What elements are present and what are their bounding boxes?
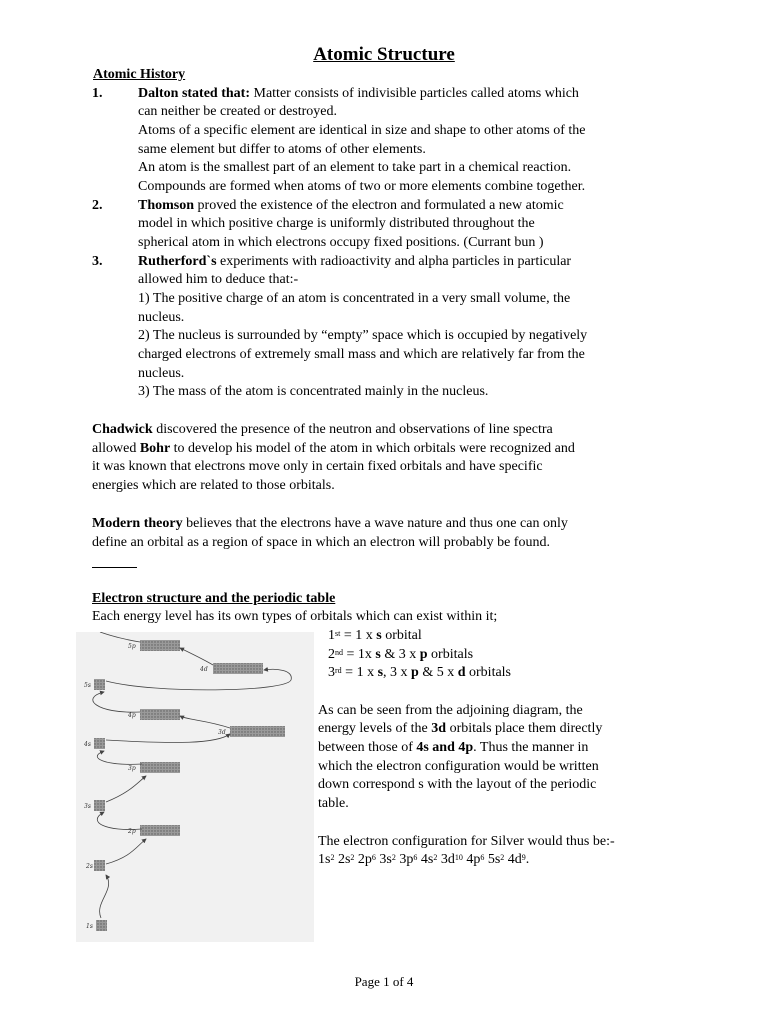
label-4d: 4d	[200, 666, 208, 673]
rutherford-lead: Rutherford`s	[138, 254, 217, 269]
item-3-line: allowed him to deduce that:-	[138, 272, 299, 287]
orbital-box-5s	[94, 679, 105, 690]
item-2-line: spherical atom in which electrons occupy fixed positions. (Currant bun )	[138, 235, 544, 250]
item-2-number: 2.	[92, 198, 103, 213]
para-line: down correspond s with the layout of the periodic	[318, 777, 597, 792]
para-line: table.	[318, 796, 349, 811]
orbital-box-1s	[96, 920, 107, 931]
para-line: which the electron configuration would be written	[318, 759, 599, 774]
thomson-lead: Thomson	[138, 198, 195, 213]
periodic-heading: Electron structure and the periodic table	[92, 591, 336, 606]
orbital-box-2s	[94, 860, 105, 871]
path-4s-3d	[106, 734, 230, 742]
item-3-first-line: Rutherford`s experiments with radioactivity and alpha particles in particular	[138, 254, 572, 269]
label-3s: 3s	[84, 803, 91, 810]
level-1-line: 1st = 1 x s orbital	[328, 628, 422, 643]
label-1s: 1s	[86, 923, 93, 930]
path-5p-continue	[100, 632, 140, 642]
item-3-line: 2) The nucleus is surrounded by “empty” space which is occupied by negatively	[138, 328, 588, 343]
path-4d-5p	[180, 648, 213, 665]
para-line: energy levels of the 3d orbitals place them directly	[318, 721, 603, 736]
dalton-lead: Dalton stated that:	[138, 86, 250, 101]
orbital-box-4s	[94, 738, 105, 749]
level-3-line: 3rd = 1 x s, 3 x p & 5 x d orbitals	[328, 665, 512, 680]
label-5p: 5p	[128, 643, 136, 650]
orbital-box-3d	[230, 726, 285, 737]
orbital-box-2p	[140, 825, 180, 836]
item-3-number: 3.	[92, 254, 103, 269]
item-1-line: An atom is the smallest part of an element to take part in a chemical reaction.	[138, 160, 572, 175]
page-title: Atomic Structure	[313, 44, 455, 65]
orbital-box-3p	[140, 762, 180, 773]
orbital-box-3s	[94, 800, 105, 811]
path-3s-3p	[106, 776, 146, 802]
chadwick-line: it was known that electrons move only in certain fixed orbitals and have specific	[92, 459, 543, 474]
item-1-line: Compounds are formed when atoms of two or more elements combine together.	[138, 179, 586, 194]
modern-line: Modern theory believes that the electrons have a wave nature and thus one can only	[92, 516, 568, 531]
path-5s-4d	[106, 669, 291, 690]
orbital-box-4p	[140, 709, 180, 720]
para-line: As can be seen from the adjoining diagram, the	[318, 703, 583, 718]
path-4p-5s	[93, 692, 140, 712]
path-3p-4s	[97, 751, 142, 764]
item-1-line: can neither be created or destroyed.	[138, 104, 338, 119]
history-heading: Atomic History	[93, 67, 186, 82]
periodic-intro: Each energy level has its own types of orbitals which can exist within it;	[92, 609, 498, 624]
label-3d: 3d	[218, 729, 226, 736]
label-4s: 4s	[84, 741, 91, 748]
para-line: between those of 4s and 4p. Thus the manner in	[318, 740, 589, 755]
orbital-box-5p	[140, 640, 180, 651]
label-2s: 2s	[86, 863, 93, 870]
item-1-line: Atoms of a specific element are identical in size and shape to other atoms of the	[138, 123, 586, 138]
orbital-box-4d	[213, 663, 263, 674]
item-3-line: nucleus.	[138, 366, 185, 381]
item-1-number: 1.	[92, 86, 103, 101]
item-2-line: model in which positive charge is uniformly distributed throughout the	[138, 216, 535, 231]
label-5s: 5s	[84, 682, 91, 689]
path-2s-2p	[106, 839, 146, 864]
orbital-diagram-svg	[76, 632, 314, 942]
page-footer: Page 1 of 4	[354, 974, 414, 989]
silver-configuration: $1s^2$ $2s^2$ $2p^6$ $3s^2$ $3p^6$ $4s^2$ $3d^{10}$ $4p^6$ $5s^2$ $4d^9$.	[318, 852, 530, 867]
section-divider	[92, 567, 137, 568]
item-3-line: nucleus.	[138, 310, 185, 325]
label-2p: 2p	[128, 828, 136, 835]
item-3-line: 1) The positive charge of an atom is concentrated in a very small volume, the	[138, 291, 571, 306]
item-1-first-line: Dalton stated that: Matter consists of indivisible particles called atoms which	[138, 86, 579, 101]
item-2-first-line: Thomson proved the existence of the electron and formulated a new atomic	[138, 198, 564, 213]
level-2-line: 2nd = 1x s & 3 x p orbitals	[328, 647, 474, 662]
label-4p: 4p	[128, 712, 136, 719]
item-3-line: 3) The mass of the atom is concentrated mainly in the nucleus.	[138, 384, 489, 399]
item-1-line: same element but differ to atoms of other elements.	[138, 142, 426, 157]
orbital-energy-diagram	[76, 632, 314, 942]
path-3d-4p	[180, 716, 230, 728]
chadwick-line: Chadwick discovered the presence of the neutron and observations of line spectra	[92, 422, 553, 437]
modern-line: define an orbital as a region of space in which an electron will probably be found.	[92, 535, 550, 550]
silver-intro: The electron configuration for Silver would thus be:-	[318, 834, 615, 849]
path-1s-2s	[100, 875, 109, 918]
chadwick-line: energies which are related to those orbitals.	[92, 478, 335, 493]
label-3p: 3p	[128, 765, 136, 772]
path-2p-3s	[97, 812, 142, 830]
chadwick-line: allowed Bohr to develop his model of the atom in which orbitals were recognized and	[92, 441, 575, 456]
item-3-line: charged electrons of extremely small mass and which are relatively far from the	[138, 347, 585, 362]
